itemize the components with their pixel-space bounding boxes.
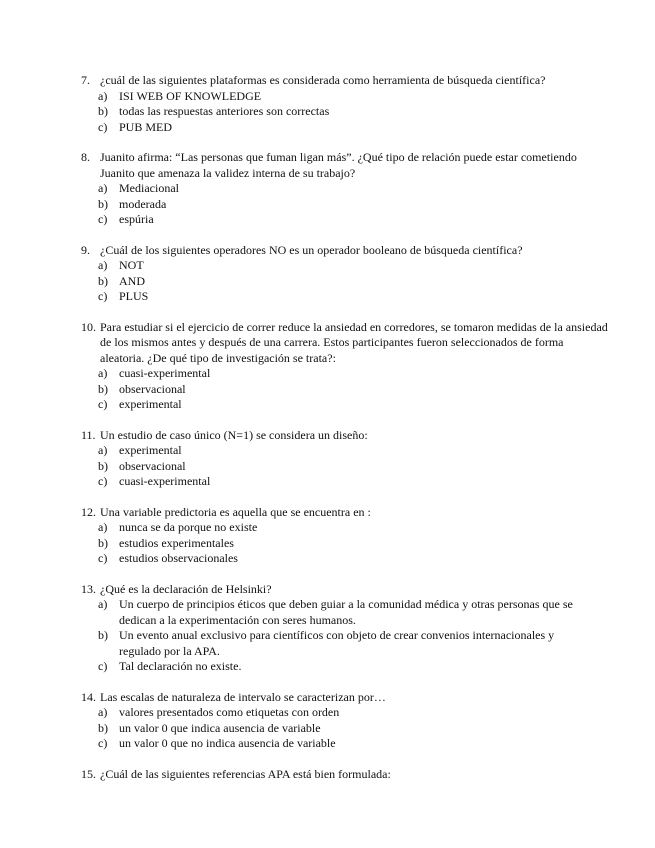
question-text: ¿Qué es la declaración de Helsinki? [100, 581, 272, 596]
answer-options [0, 520, 655, 567]
option-label: c) [98, 397, 108, 411]
question-number: 13. [81, 581, 96, 596]
option-text: Un cuerpo de principios éticos que deben guiar a la comunidad médica y otras personas que se dedican a la experimentación con seres humanos. [119, 597, 573, 627]
option-label: a) [98, 443, 108, 457]
answer-option [0, 89, 655, 105]
answer-option [0, 258, 655, 274]
option-text: valores presentados como etiquetas con orden [119, 705, 340, 719]
option-label: b) [98, 458, 108, 473]
option-text: observacional [119, 458, 186, 473]
question-10 [0, 320, 655, 413]
option-label: b) [98, 196, 108, 211]
question-9 [0, 243, 655, 305]
option-label: c) [98, 119, 108, 134]
option-text: Un evento anual exclusivo para científicos con objeto de crear convenios internacionales y regulado por la APA. [119, 628, 555, 658]
answer-option [0, 104, 655, 120]
option-text: Mediacional [119, 181, 179, 195]
option-text: moderada [119, 196, 167, 211]
answer-options [0, 181, 655, 228]
answer-option [0, 274, 655, 290]
option-text: PUB MED [119, 119, 173, 134]
question-11 [0, 428, 655, 490]
option-label: a) [98, 258, 108, 272]
option-text: estudios experimentales [119, 535, 234, 550]
answer-options [0, 366, 655, 413]
question-number: 15. [81, 766, 96, 781]
option-text: cuasi-experimental [119, 474, 211, 488]
option-label: a) [98, 366, 108, 380]
question-text: Juanito afirma: “Las personas que fuman ligan más”. ¿Qué tipo de relación puede estar cometiendo Juanito que amenaza la validez interna de su trabajo? [100, 150, 577, 180]
answer-option [0, 197, 655, 213]
answer-option [0, 366, 655, 382]
answer-option [0, 212, 655, 228]
question-14 [0, 690, 655, 752]
option-label: b) [98, 381, 108, 396]
option-label: b) [98, 104, 108, 118]
answer-option [0, 289, 655, 305]
option-label: a) [98, 520, 108, 534]
question-number: 7. [81, 73, 90, 87]
answer-option [0, 443, 655, 459]
option-label: b) [98, 720, 108, 735]
answer-option [0, 597, 655, 628]
option-label: c) [98, 551, 108, 565]
question-8 [0, 150, 655, 228]
question-7 [0, 73, 655, 135]
option-label: c) [98, 474, 108, 488]
answer-option [0, 474, 655, 490]
option-text: NOT [119, 258, 144, 272]
option-text: espúria [119, 212, 154, 226]
option-text: todas las respuestas anteriores son correctas [119, 104, 330, 118]
answer-options [0, 258, 655, 305]
option-label: a) [98, 88, 108, 103]
option-text: observacional [119, 381, 186, 396]
answer-option [0, 382, 655, 398]
answer-option [0, 397, 655, 413]
option-label: b) [98, 535, 108, 550]
question-number: 10. [81, 319, 96, 334]
option-text: AND [119, 273, 145, 288]
option-label: c) [98, 289, 108, 303]
option-label: a) [98, 597, 108, 611]
option-text: un valor 0 que no indica ausencia de variable [119, 736, 336, 750]
answer-option [0, 181, 655, 197]
question-text: ¿Cuál de los siguientes operadores NO es un operador booleano de búsqueda científica? [100, 242, 523, 257]
option-label: b) [98, 628, 108, 642]
question-text: Una variable predictoria es aquella que se encuentra en : [100, 504, 371, 519]
answer-option [0, 736, 655, 752]
option-text: nunca se da porque no existe [119, 520, 258, 534]
question-number: 8. [81, 150, 90, 164]
answer-options [0, 705, 655, 752]
option-text: Tal declaración no existe. [119, 659, 242, 673]
question-number: 9. [81, 242, 90, 257]
option-text: cuasi-experimental [119, 366, 211, 380]
option-text: experimental [119, 397, 182, 411]
option-text: PLUS [119, 289, 149, 303]
option-label: c) [98, 212, 108, 226]
answer-option [0, 536, 655, 552]
answer-option [0, 459, 655, 475]
option-text: ISI WEB OF KNOWLEDGE [119, 88, 262, 103]
question-number: 12. [81, 504, 96, 519]
option-text: estudios observacionales [119, 551, 238, 565]
question-number: 11. [81, 427, 96, 442]
answer-option [0, 721, 655, 737]
option-label: c) [98, 659, 108, 673]
question-text: ¿cuál de las siguientes plataformas es considerada como herramienta de búsqueda científica? [100, 73, 546, 87]
question-text: Las escalas de naturaleza de intervalo se caracterizan por… [100, 689, 386, 704]
answer-option [0, 628, 655, 659]
option-label: c) [98, 736, 108, 750]
option-text: experimental [119, 443, 182, 457]
answer-options [0, 89, 655, 136]
answer-option [0, 120, 655, 136]
document-page [0, 73, 655, 797]
option-label: a) [98, 705, 108, 719]
question-15 [0, 767, 655, 783]
question-12 [0, 505, 655, 567]
answer-option [0, 659, 655, 675]
answer-option [0, 520, 655, 536]
answer-options [0, 443, 655, 490]
question-number: 14. [81, 689, 96, 704]
answer-option [0, 705, 655, 721]
answer-options [0, 597, 655, 675]
question-text: Para estudiar si el ejercicio de correr reduce la ansiedad en corredores, se tomaron medidas de la ansiedad de los mismos antes y después de una carrera. Estos participantes fueron seleccionados de forma aleatoria. ¿De qué tipo de investigación se trata?: [100, 319, 608, 365]
option-text: un valor 0 que indica ausencia de variable [119, 720, 321, 735]
question-text: Un estudio de caso único (N=1) se considera un diseño: [100, 427, 368, 442]
option-label: b) [98, 273, 108, 288]
question-13 [0, 582, 655, 675]
question-text: ¿Cuál de las siguientes referencias APA está bien formulada: [100, 766, 391, 781]
answer-option [0, 551, 655, 567]
option-label: a) [98, 181, 108, 195]
